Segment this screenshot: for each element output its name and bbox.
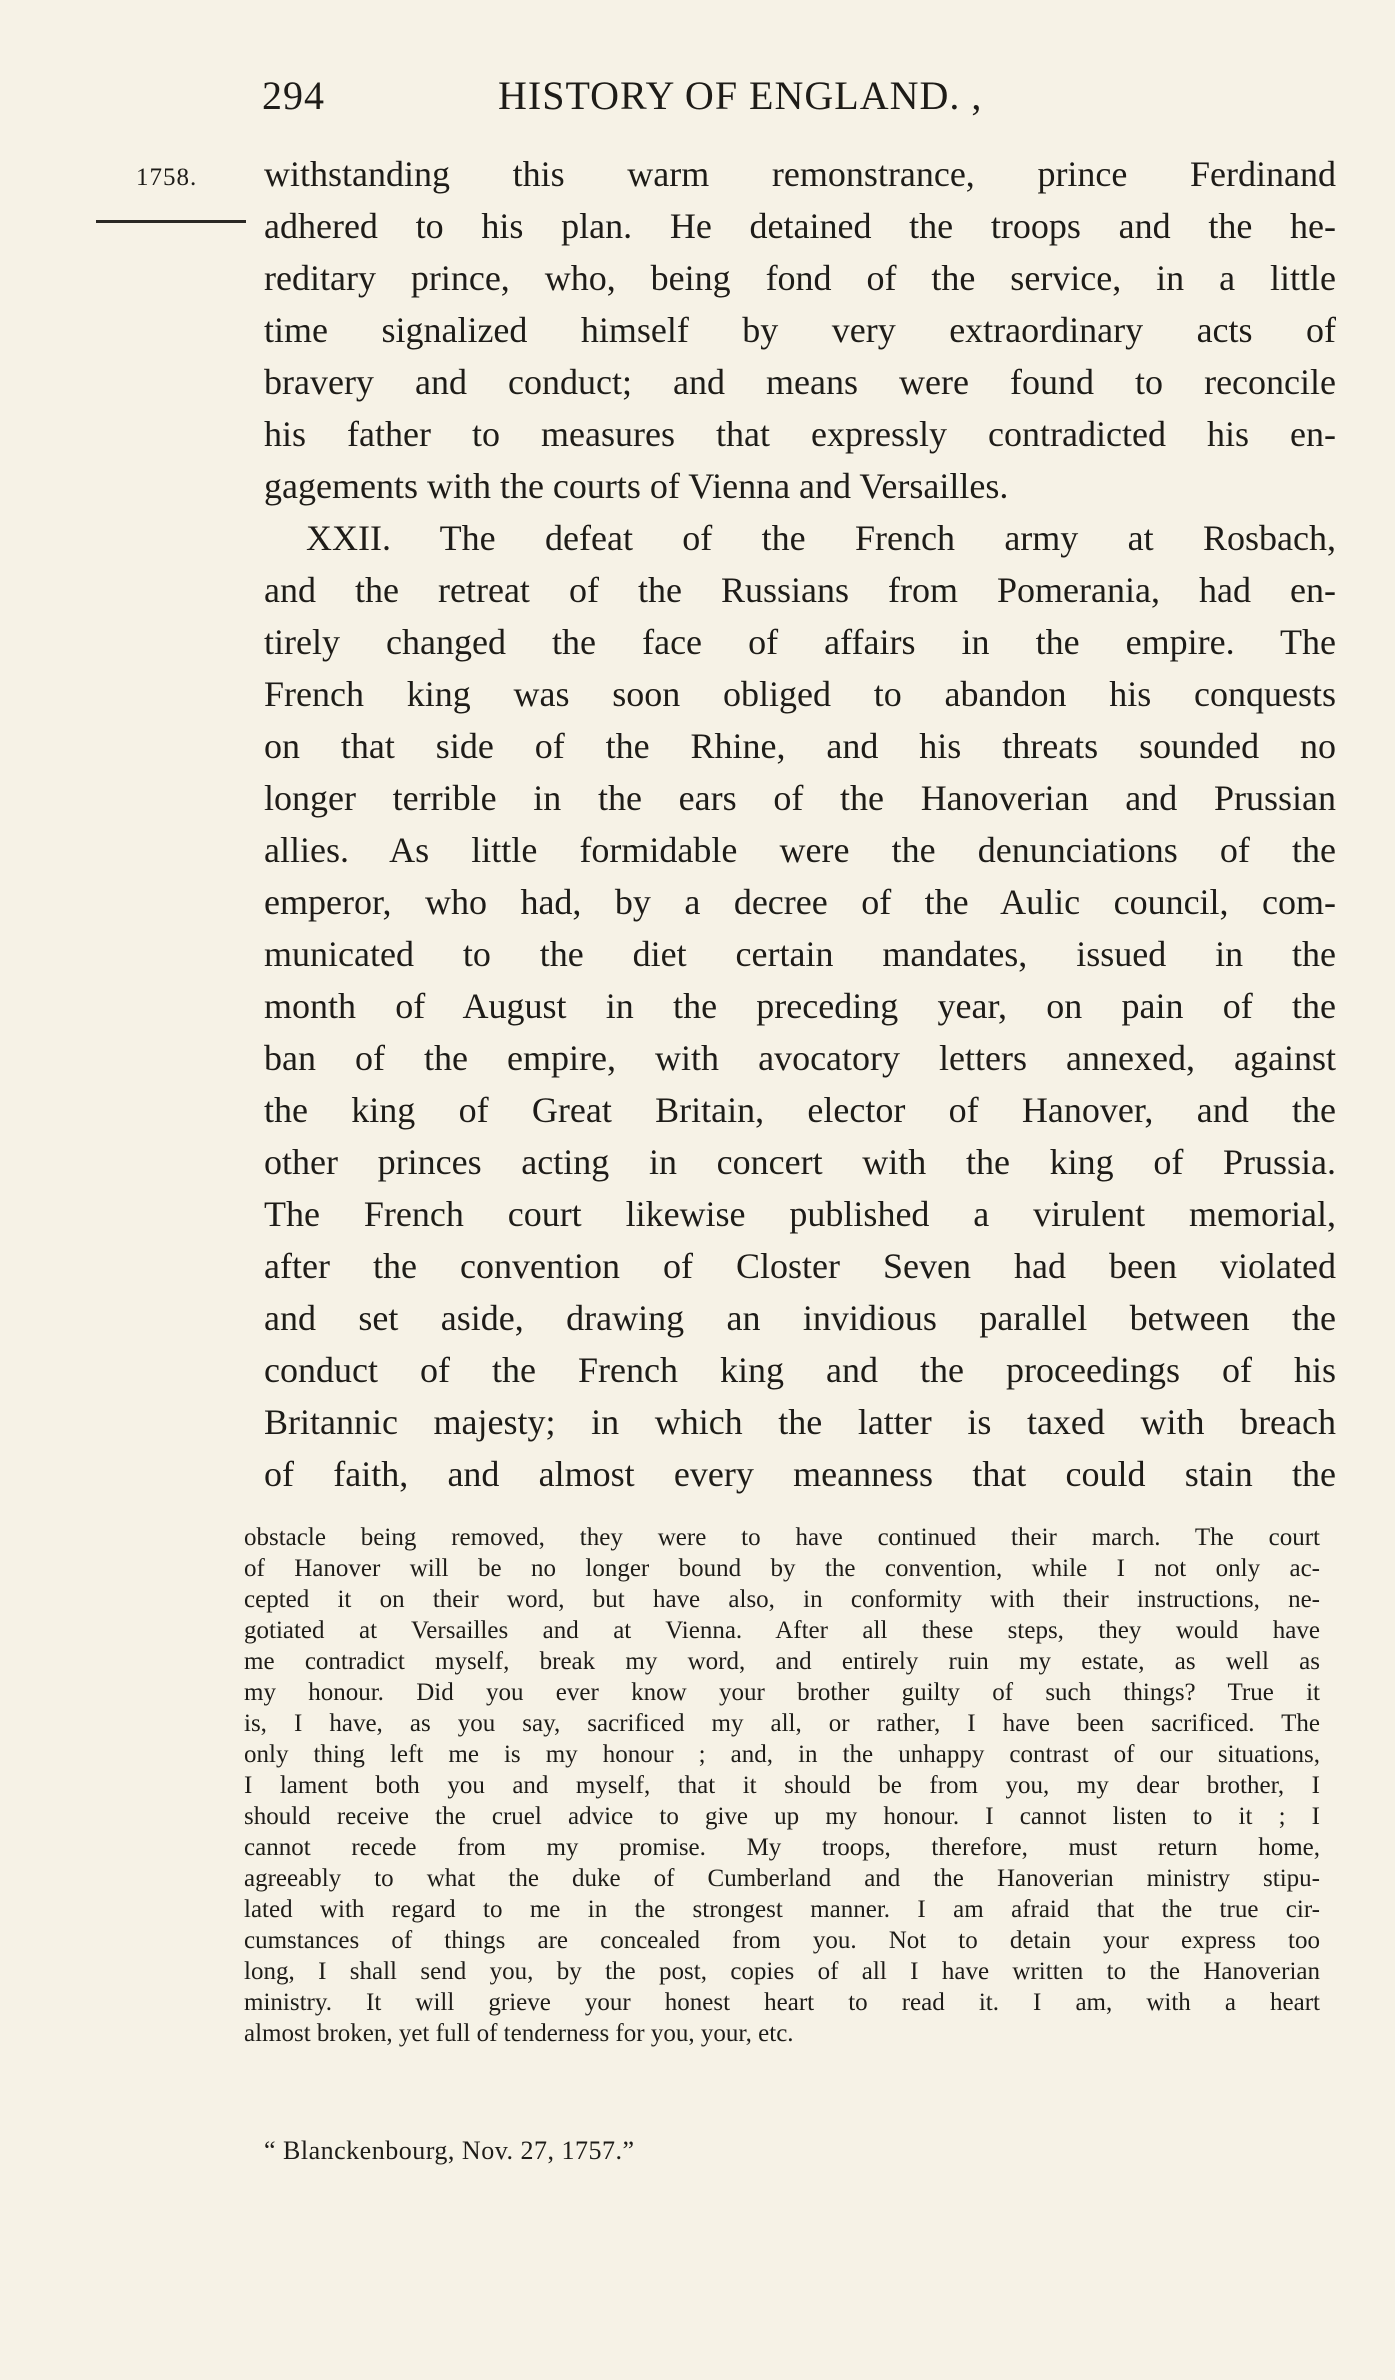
footnote-line: my honour. Did you ever know your brother guilty of such things? True it — [244, 1679, 1320, 1706]
footnote-line: cumstances of things are concealed from you. Not to detain your express too — [244, 1927, 1320, 1954]
footnote-line: gotiated at Versailles and at Vienna. After all these steps, they would have — [244, 1617, 1320, 1644]
body-line: bravery and conduct; and means were found to reconcile — [264, 362, 1336, 402]
main-text — [264, 148, 1336, 1500]
body-line: municated to the diet certain mandates, issued in the — [264, 934, 1336, 974]
footnote-line: me contradict myself, break my word, and entirely ruin my estate, as well as — [244, 1648, 1320, 1675]
body-line: and the retreat of the Russians from Pomerania, had en- — [264, 570, 1336, 610]
footnote-line: cepted it on their word, but have also, in conformity with their instructions, ne- — [244, 1586, 1320, 1613]
footnote-line: only thing left me is my honour ; and, in the unhappy contrast of our situations, — [244, 1741, 1320, 1768]
body-line: tirely changed the face of affairs in the empire. The — [264, 622, 1336, 662]
body-line: longer terrible in the ears of the Hanoverian and Prussian — [264, 778, 1336, 818]
body-line: allies. As little formidable were the denunciations of the — [264, 830, 1336, 870]
footnote-line: almost broken, yet full of tenderness for you, your, etc. — [244, 2020, 794, 2047]
body-line: Britannic majesty; in which the latter is taxed with breach — [264, 1402, 1336, 1442]
page-number: 294 — [262, 73, 325, 118]
footnote-line: of Hanover will be no longer bound by the convention, while I not only ac- — [244, 1555, 1320, 1582]
margin-rule — [96, 220, 246, 223]
footnote-line: cannot recede from my promise. My troops, therefore, must return home, — [244, 1834, 1320, 1861]
body-line: on that side of the Rhine, and his threats sounded no — [264, 726, 1336, 766]
body-line: reditary prince, who, being fond of the service, in a little — [264, 258, 1336, 298]
body-line: after the convention of Closter Seven had been violated — [264, 1246, 1336, 1286]
footnote-line: is, I have, as you say, sacrificed my all, or rather, I have been sacrificed. The — [244, 1710, 1320, 1737]
body-line: month of August in the preceding year, on pain of the — [264, 986, 1336, 1026]
footnote-line: should receive the cruel advice to give up my honour. I cannot listen to it ; I — [244, 1803, 1320, 1830]
body-line: gagements with the courts of Vienna and Versailles. — [264, 466, 1009, 506]
body-line: other princes acting in concert with the king of Prussia. — [264, 1142, 1336, 1182]
footnote-line: I lament both you and myself, that it should be from you, my dear brother, I — [244, 1772, 1320, 1799]
body-line: French king was soon obliged to abandon his conquests — [264, 674, 1336, 714]
page-header — [262, 72, 1162, 132]
body-line: emperor, who had, by a decree of the Aulic council, com- — [264, 882, 1336, 922]
running-title: HISTORY OF ENGLAND. , — [498, 73, 983, 118]
footnote-line: agreeably to what the duke of Cumberland and the Hanoverian ministry stipu- — [244, 1865, 1320, 1892]
body-line: The French court likewise published a virulent memorial, — [264, 1194, 1336, 1234]
footnote-signoff: “ Blanckenbourg, Nov. 27, 1757.” — [264, 2136, 635, 2165]
body-line: of faith, and almost every meanness that could stain the — [264, 1454, 1336, 1494]
body-line: adhered to his plan. He detained the troops and the he- — [264, 206, 1336, 246]
body-line: time signalized himself by very extraordinary acts of — [264, 310, 1336, 350]
footnote — [244, 1522, 1320, 2049]
footnote-line: obstacle being removed, they were to have continued their march. The court — [244, 1524, 1320, 1551]
footnote-line: ministry. It will grieve your honest heart to read it. I am, with a heart — [244, 1989, 1320, 2016]
body-line: the king of Great Britain, elector of Hanover, and the — [264, 1090, 1336, 1130]
footnote-line: lated with regard to me in the strongest manner. I am afraid that the true cir- — [244, 1896, 1320, 1923]
body-line: withstanding this warm remonstrance, prince Ferdinand — [264, 154, 1336, 194]
body-line: his father to measures that expressly contradicted his en- — [264, 414, 1336, 454]
body-line: XXII. The defeat of the French army at Rosbach, — [306, 518, 1336, 558]
body-line: conduct of the French king and the proceedings of his — [264, 1350, 1336, 1390]
footnote-line: long, I shall send you, by the post, copies of all I have written to the Hanoverian — [244, 1958, 1320, 1985]
body-line: and set aside, drawing an invidious parallel between the — [264, 1298, 1336, 1338]
body-line: ban of the empire, with avocatory letters annexed, against — [264, 1038, 1336, 1078]
margin-year: 1758. — [136, 164, 198, 191]
